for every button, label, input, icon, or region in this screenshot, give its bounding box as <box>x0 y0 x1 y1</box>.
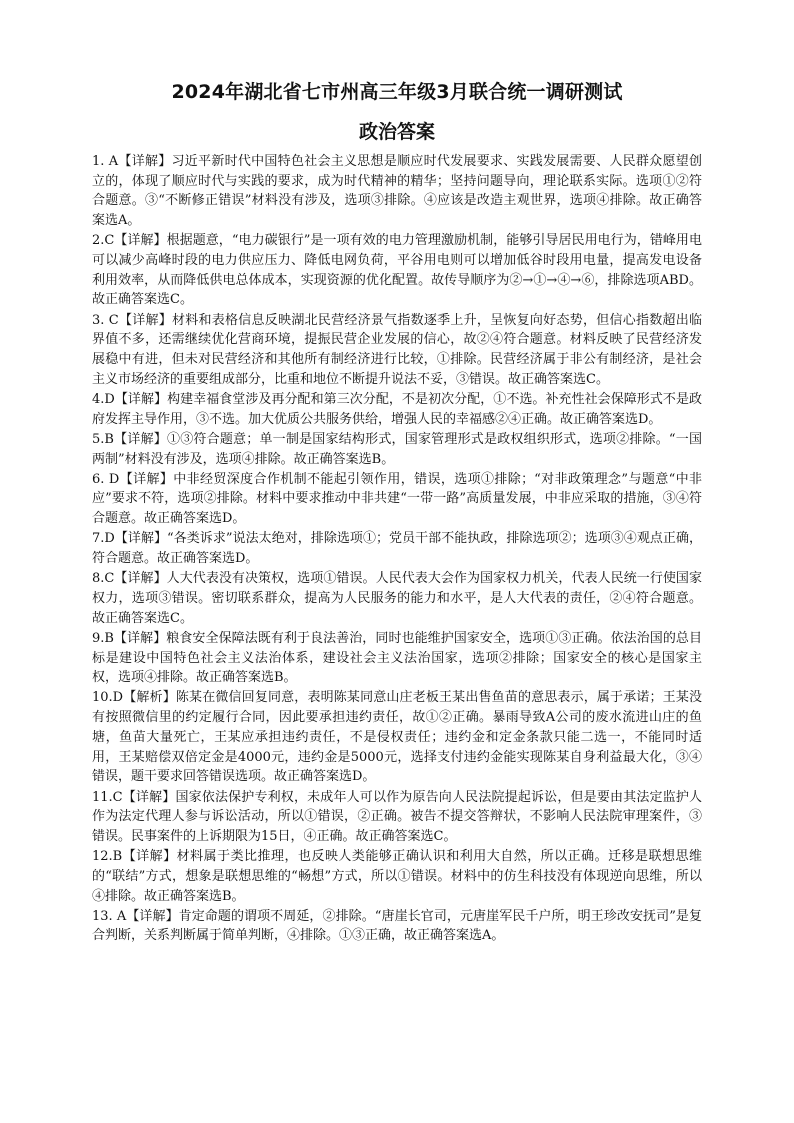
answer-item-11: 11.C【详解】国家依法保护专利权，未成年人可以作为原告向人民法院提起诉讼，但是要由其法定监护人作为法定代理人参与诉讼活动，所以①错误，②正确。被告不提交答辩状，不影响人民法院审理案件，③错误。民事案件的上诉期限为15日，④正确。故正确答案选C。 <box>92 789 702 844</box>
answer-item-1: 1. A【详解】习近平新时代中国特色社会主义思想是顺应时代发展要求、实践发展需要、人民群众愿望创立的，体现了顺应时代与实践的要求，成为时代精神的精华；坚持问题导向，理论联系实际。选项①②符合题意。③“不断修正错误”材料没有涉及，选项③排除。④应该是改造主观世界，选项④排除。故正确答案选A。 <box>92 154 702 229</box>
answer-item-12: 12.B【详解】材料属于类比推理，也反映人类能够正确认识和利用大自然，所以正确。迁移是联想思维的“联结”方式，想象是联想思维的“畅想”方式，所以①错误。材料中的仿生科技没有体现逆向思维，所以④排除。故正确答案选B。 <box>92 849 702 904</box>
answer-item-2: 2.C【详解】根据题意，“电力碳银行”是一项有效的电力管理激励机制，能够引导居民用电行为，错峰用电可以减少高峰时段的电力供应压力、降低电网负荷，平谷用电则可以增加低谷时段用电量，提高发电设备利用效率，从而降低供电总体成本，实现资源的优化配置。故传导顺序为②→①→④→⑥，排除选项ABD。故正确答案选C。 <box>92 233 702 308</box>
answer-list <box>92 152 702 946</box>
answer-item-9: 9.B【详解】粮食安全保障法既有利于良法善治，同时也能维护国家安全，选项①③正确。依法治国的总目标是建设中国特色社会主义法治体系，建设社会主义法治国家，选项②排除；国家安全的核心是国家主权，选项④排除。故正确答案选B。 <box>92 630 702 686</box>
answer-item-7: 7.D【详解】“各类诉求”说法太绝对，排除选项①；党员干部不能执政，排除选项②；选项③④观点正确，符合题意。故正确答案选D。 <box>92 531 702 567</box>
exam-title: 2024年湖北省七市州高三年级3月联合统一调研测试 <box>171 81 623 103</box>
answer-item-5: 5.B【详解】①③符合题意；单一制是国家结构形式，国家管理形式是政权组织形式，选项②排除。“一国两制”材料没有涉及，选项④排除。故正确答案选B。 <box>92 431 702 467</box>
answer-item-8: 8.C【详解】人大代表没有决策权，选项①错误。人民代表大会作为国家权力机关，代表人民统一行使国家权力，选项③错误。密切联系群众，提高为人民服务的能力和水平，是人大代表的责任，②④符合题意。故正确答案选C。 <box>92 571 702 626</box>
answer-item-13: 13. A【详解】肯定命题的谓项不周延，②排除。“唐崖长官司，元唐崖军民千户所，明王珍改安抚司”是复合判断，关系判断属于简单判断，④排除。①③正确，故正确答案选A。 <box>92 908 702 944</box>
answer-heading: 政治答案 <box>358 121 435 143</box>
answer-item-4: 4.D【详解】构建幸福食堂涉及再分配和第三次分配，不是初次分配，①不选。补充性社会保障形式不是政府发挥主导作用，③不选。加大优质公共服务供给，增强人民的幸福感②④正确。故正确答案选D。 <box>92 391 702 427</box>
answer-item-10: 10.D【解析】陈某在微信回复同意，表明陈某同意山庄老板王某出售鱼苗的意思表示，属于承诺；王某没有按照微信里的约定履行合同，因此要承担违约责任，故①②正确。暴雨导致A公司的废水流进山庄的鱼塘，鱼苗大量死亡，王某应承担违约责任，不是侵权责任；违约金和定金条款只能二选一，不能同时适用，王某赔偿双倍定金是4000元，违约金是5000元，选择支付违约金能实现陈某自身利益最大化，③④错误，题干要求回答错误选项。故正确答案选D。 <box>92 690 702 785</box>
answer-item-3: 3. C【详解】材料和表格信息反映湖北民营经济景气指数逐季上升，呈恢复向好态势，但信心指数超出临界值不多，还需继续优化营商环境，提振民营企业发展的信心，故②④符合题意。材料反映了民营经济发展稳中有进，但未对民营经济和其他所有制经济进行比较，①排除。民营经济属于非公有制经济，是社会主义市场经济的重要组成部分，比重和地位不断提升说法不妥，③错误。故正确答案选C。 <box>92 312 702 387</box>
answer-item-6: 6. D【详解】中非经贸深度合作机制不能起引领作用，错误，选项①排除；“对非政策理念”与题意“中非应”要求不符，选项②排除。材料中要求推动中非共建“一带一路”高质量发展，中非应采取的措施，③④符合题意。故正确答案选D。 <box>92 471 702 527</box>
